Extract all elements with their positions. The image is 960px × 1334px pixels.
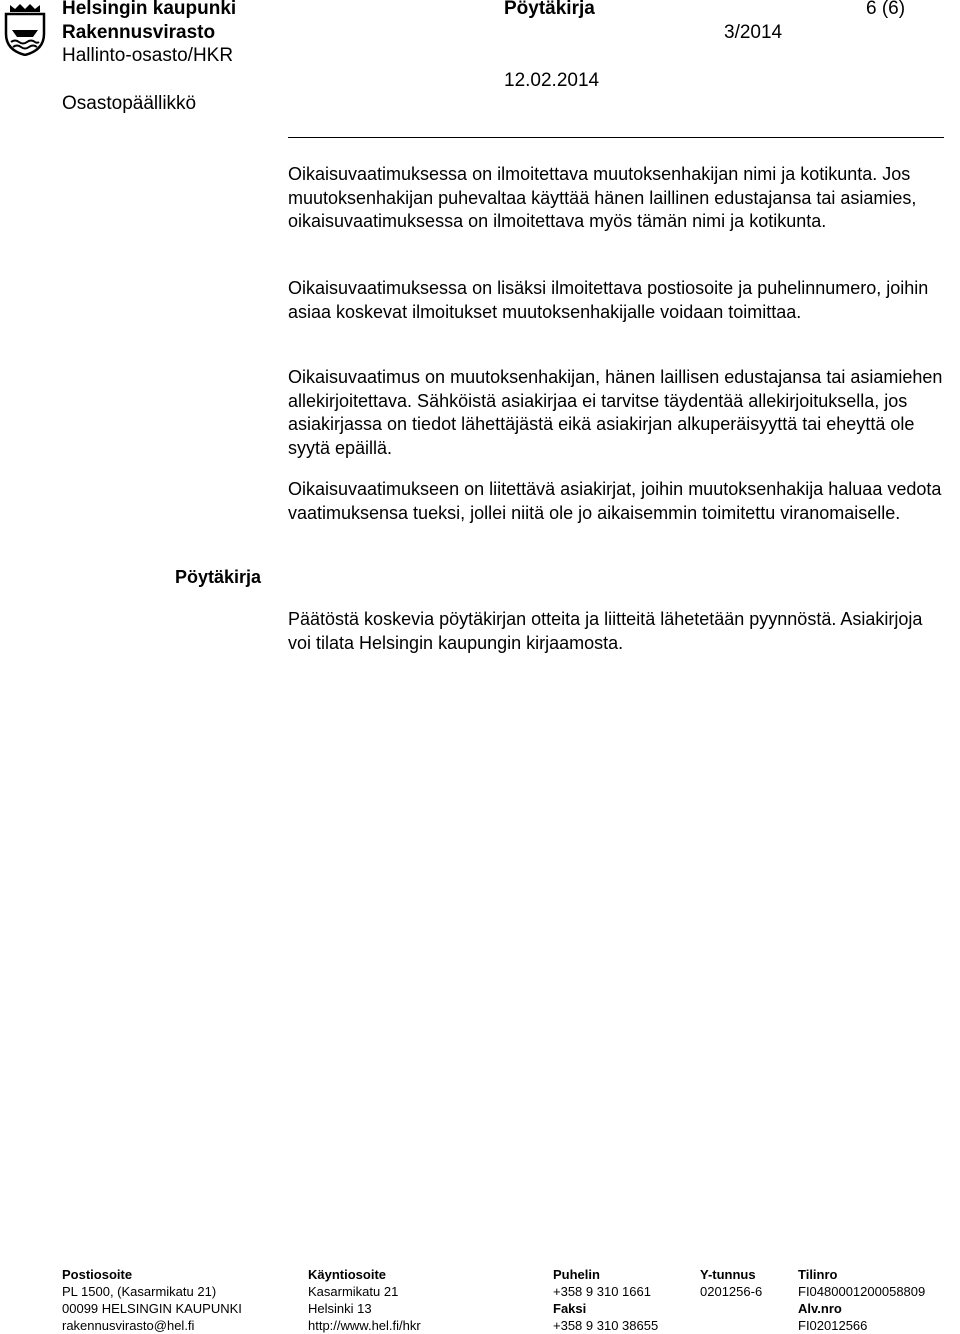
footer-account-value: FI0480001200058809: [798, 1284, 926, 1299]
paragraph-3: Oikaisuvaatimus on muutoksenhakijan, hänen laillisen edustajansa tai asiamiehen allekirjoitettava. Sähköistä asiakirjaa ei tarvitse täydentää allekirjoituksella, jos asiakirjassa on tiedot lähettäjästä eikä asiakirjan alkuperäisyyttä tai eheyttä ole syytä epäillä.: [288, 367, 943, 458]
footer-postal-heading: Postiosoite: [62, 1267, 133, 1282]
footer-fax-label: Faksi: [553, 1301, 587, 1316]
helsinki-crest-icon: [2, 2, 48, 56]
footer-postal-line: PL 1500, (Kasarmikatu 21): [62, 1284, 217, 1299]
page-number: 6 (6): [866, 0, 906, 19]
footer-vat-value: FI02012566: [798, 1318, 868, 1333]
footer-email-link[interactable]: rakennusvirasto@hel.fi: [62, 1318, 195, 1333]
doc-type: Pöytäkirja: [504, 0, 595, 19]
footer-website-link[interactable]: http://www.hel.fi/hkr: [308, 1318, 421, 1333]
footer-business-id-value: 0201256-6: [700, 1284, 763, 1299]
section-paragraph: Päätöstä koskevia pöytäkirjan otteita ja liitteitä lähetetään pyynnöstä. Asiakirjoja voi tilata Helsingin kaupungin kirjaamosta.: [288, 609, 923, 653]
footer-visiting-line: Helsinki 13: [308, 1301, 372, 1316]
footer-vat-label: Alv.nro: [798, 1301, 842, 1316]
footer-phone-heading: Puhelin: [553, 1267, 600, 1282]
paragraph-4: Oikaisuvaatimukseen on liitettävä asiakirjat, joihin muutoksenhakija haluaa vedota vaatimuksensa tueksi, jollei niitä ole jo aikaisemmin toimitettu viranomaiselle.: [288, 479, 942, 523]
unit-name: Hallinto-osasto/HKR: [62, 45, 234, 66]
footer-phone: [553, 1266, 658, 1334]
department-name: Rakennusvirasto: [62, 22, 216, 43]
org-name: Helsingin kaupunki: [62, 0, 237, 19]
footer-phone-number: +358 9 310 1661: [553, 1284, 651, 1299]
doc-date: 12.02.2014: [504, 70, 600, 91]
doc-number: 3/2014: [724, 22, 783, 43]
paragraph-1: Oikaisuvaatimuksessa on ilmoitettava muutoksenhakijan nimi ja kotikunta. Jos muutoksenhakijan puhevaltaa käyttää hänen laillinen edustajansa tai asiamies, oikaisuvaatimuksessa on ilmoitettava myös tämän nimi ja kotikunta.: [288, 164, 917, 231]
section-heading: Pöytäkirja: [175, 567, 262, 587]
footer-postal-line: 00099 HELSINGIN KAUPUNKI: [62, 1301, 242, 1316]
paragraph-2: Oikaisuvaatimuksessa on lisäksi ilmoitettava postiosoite ja puhelinnumero, joihin asiaa koskevat ilmoitukset muutoksenhakijalle voidaan toimittaa.: [288, 278, 929, 322]
header-divider: [288, 137, 944, 138]
footer-fax-number: +358 9 310 38655: [553, 1318, 659, 1333]
footer-visiting: [308, 1266, 421, 1334]
footer-visiting-heading: Käyntiosoite: [308, 1267, 387, 1282]
footer-postal: [62, 1266, 242, 1334]
footer-account: [798, 1266, 925, 1334]
footer-account-heading: Tilinro: [798, 1267, 838, 1282]
footer-business-id-heading: Y-tunnus: [700, 1267, 756, 1282]
role-name: Osastopäällikkö: [62, 93, 197, 114]
footer-business-id: [700, 1266, 762, 1300]
footer-visiting-line: Kasarmikatu 21: [308, 1284, 399, 1299]
